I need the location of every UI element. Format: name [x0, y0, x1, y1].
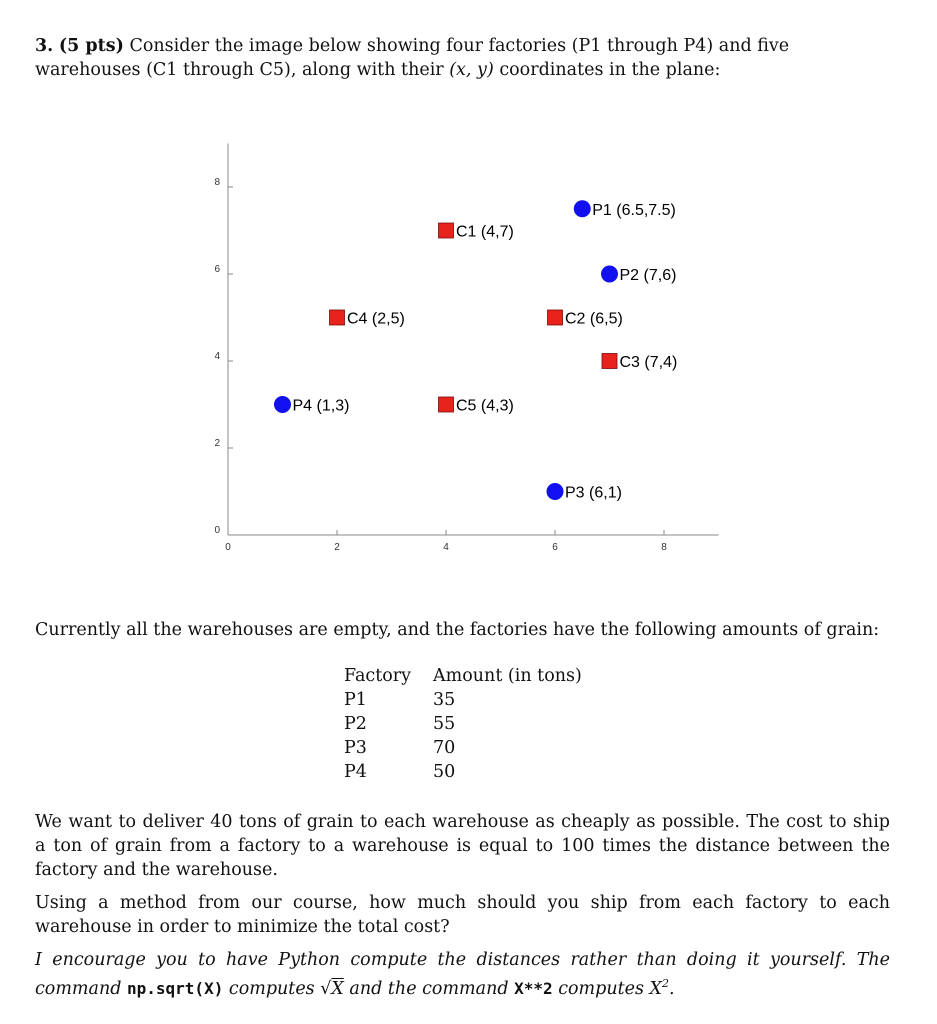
factory-label: P3 (6,1) [565, 484, 622, 502]
table-cell: 35 [433, 690, 456, 710]
table-row [338, 688, 590, 712]
warehouse-label: C5 (4,3) [456, 397, 514, 415]
table-cell: 70 [433, 738, 456, 758]
table-row [338, 760, 590, 784]
table-row [338, 712, 590, 736]
question-number: 3. [35, 36, 54, 56]
warehouse-label: C4 (2,5) [347, 310, 405, 328]
x-tick-label: 6 [552, 542, 558, 553]
factory-label: P4 (1,3) [292, 397, 350, 415]
warehouse-point [439, 397, 454, 412]
question-text-b: coordinates in the plane: [493, 60, 721, 80]
question-text-a: Consider the image below showing four factories (P1 through P4) and five warehouses (C1 through C5), along with their [35, 36, 790, 80]
hint-text-c: and the command [343, 978, 515, 999]
warehouse-label: C3 (7,4) [619, 354, 678, 371]
delivery-paragraph: We want to deliver 40 tons of grain to each warehouse as cheaply as possible. The cost to ship a ton of grain from a factory to a warehouse is equal to 100 times the distance between the factory and the warehouse. [35, 812, 890, 880]
hint-text-e: . [669, 978, 675, 999]
x-tick-label: 8 [661, 542, 667, 553]
question-prompt [35, 34, 890, 82]
x-tick-label: 0 [225, 542, 231, 553]
table-cell: 50 [433, 762, 456, 782]
table-row [338, 736, 590, 760]
sqrt-arg: X [331, 978, 344, 999]
hint-text-d: computes [552, 978, 650, 999]
y-tick-label: 8 [214, 177, 220, 188]
hint-text-a: I encourage you to have Python compute the distances rather than doing it yourself. The command [35, 950, 890, 999]
warehouse-point [330, 310, 345, 325]
y-tick-label: 2 [214, 438, 220, 449]
warehouse-point [439, 223, 454, 238]
warehouse-point [548, 310, 563, 325]
warehouse-point [602, 354, 617, 369]
coord-math: (x, y) [449, 60, 494, 80]
code-sqrt: np.sqrt(X) [127, 978, 224, 998]
x-tick-label: 2 [334, 542, 340, 553]
table-header-row [338, 664, 590, 688]
hint-text-b: computes [223, 978, 321, 999]
y-tick-label: 4 [214, 351, 220, 362]
factory-label: P1 (6.5,7.5) [592, 201, 676, 219]
table-cell: P2 [344, 714, 367, 734]
x-tick-label: 4 [443, 542, 449, 553]
scatter-chart [200, 140, 740, 560]
table-cell: P4 [344, 762, 367, 782]
factory-label: P2 (7,6) [619, 267, 677, 284]
method-question: Using a method from our course, how much should you ship from each factory to each warehouse in order to minimize the total cost? [35, 893, 890, 937]
factory-point [574, 200, 591, 217]
factory-point [601, 266, 618, 283]
table-cell: P1 [344, 690, 367, 710]
factory-point [547, 483, 564, 500]
sqrt-symbol: √ [320, 978, 332, 999]
warehouse-label: C1 (4,7) [456, 223, 514, 241]
table-header: Factory [344, 666, 412, 686]
question-points: (5 pts) [58, 36, 124, 56]
pow-base: X [649, 978, 663, 999]
y-tick-label: 6 [214, 264, 220, 275]
code-square: X**2 [514, 978, 553, 998]
factory-point [274, 396, 291, 413]
warehouse-label: C2 (6,5) [565, 310, 623, 328]
table-cell: P3 [344, 738, 367, 758]
table-cell: 55 [433, 714, 456, 734]
y-tick-label: 0 [214, 525, 220, 536]
grain-table [338, 664, 590, 784]
grain-intro: Currently all the warehouses are empty, and the factories have the following amounts of grain: [35, 620, 880, 640]
table-header: Amount (in tons) [433, 666, 582, 686]
pow-exp: 2 [662, 977, 670, 990]
python-hint [35, 948, 890, 1001]
